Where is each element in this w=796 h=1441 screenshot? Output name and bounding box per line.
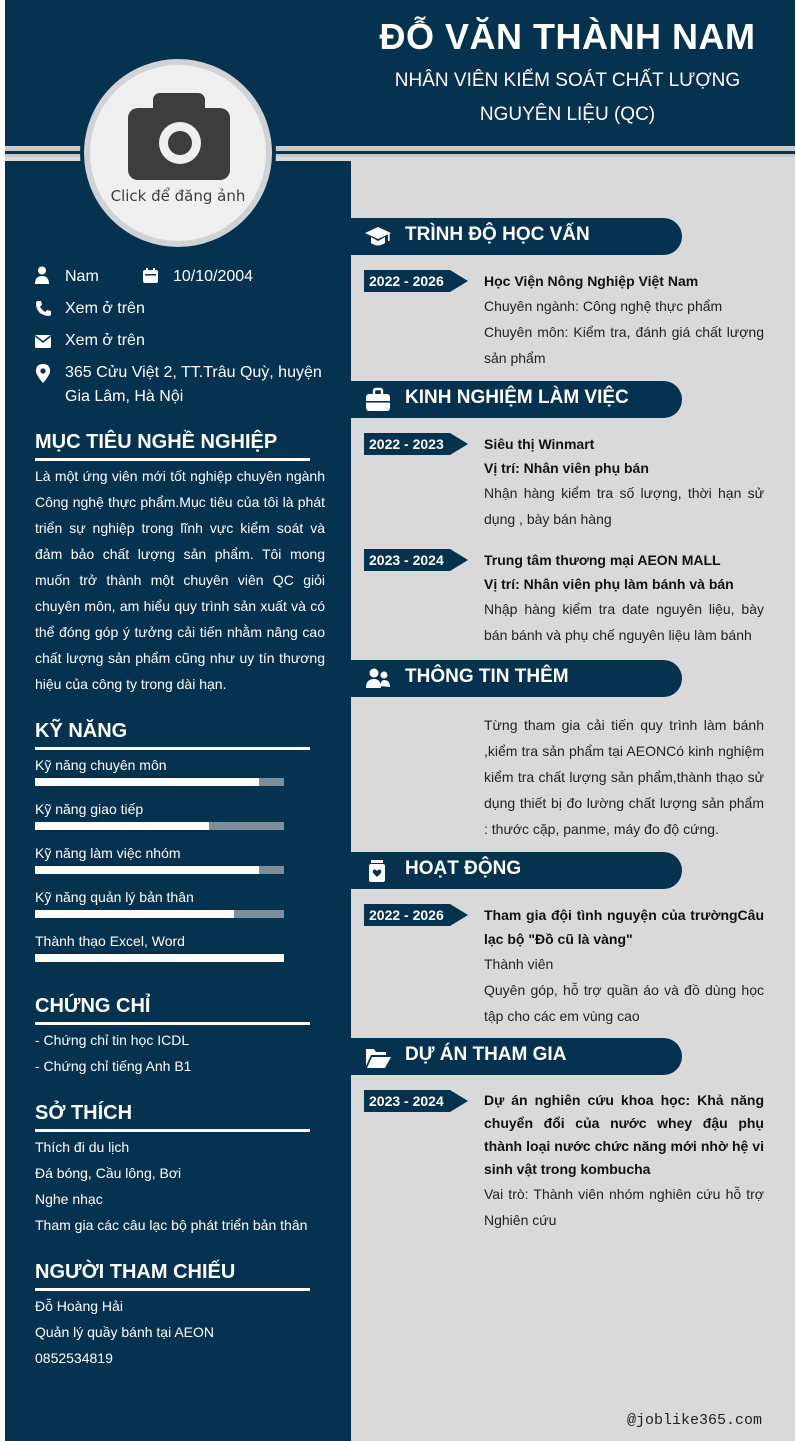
reference-item: Đỗ Hoàng Hải	[35, 1298, 123, 1314]
education-detail: Chuyên môn: Kiểm tra, đánh giá chất lượng sản phẩm	[484, 324, 764, 366]
position: Vị trí: Nhân viên phụ làm bánh và bán	[484, 576, 734, 592]
user-icon	[35, 266, 49, 284]
education-heading: TRÌNH ĐỘ HỌC VẤN	[405, 224, 590, 245]
folder-open-icon	[365, 1044, 391, 1070]
calendar-icon	[143, 268, 158, 283]
education-section-header	[351, 218, 682, 255]
date-badge-text: 2023 - 2024	[369, 1093, 444, 1109]
skill-bar-fill	[35, 778, 259, 786]
users-icon	[365, 666, 391, 692]
date-badge	[364, 1090, 468, 1112]
skill-bar-fill	[35, 822, 209, 830]
activity-entry	[484, 903, 764, 1029]
job-description: Nhập hàng kiểm tra date nguyên liệu, bày bán bánh và phụ chế nguyên liệu làm bánh	[484, 601, 764, 643]
address-line: 365 Cửu Việt 2, TT.Trâu Quỳ, huyện	[65, 364, 322, 381]
briefcase-icon	[365, 387, 391, 413]
date-badge-text: 2022 - 2026	[369, 907, 444, 923]
photo-upload-hint[interactable]: Click để đăng ảnh	[110, 187, 246, 205]
activity-title: Tham gia đội tình nguyện của trườngCâu lạc bộ "Đồ cũ là vàng"	[484, 907, 764, 947]
project-title: Dự án nghiên cứu khoa học: Khả năng chuyển đổi của nước whey đậu phụ thành loại nước chức năng mới nhờ hệ vi sinh vật trong kombucha	[484, 1092, 764, 1177]
objective-text: Là một ứng viên mới tốt nghiệp chuyên ngành Công nghệ thực phẩm.Mục tiêu của tôi là phát triển sự nghiệp trong lĩnh vực kiểm soát và đảm bảo chất lượng sản phẩm. Tôi mong muốn trở thành một chuyên viên QC giỏi chuyên môn, am hiểu quy trình sản xuất và có thể đóng góp ý tưởng cải tiến nhằm nâng cao chất lượng sản phẩm cũng như uy tín thương hiệu của công ty trong dài hạn.	[35, 468, 325, 692]
cv-page	[5, 0, 795, 1441]
experience-heading: KINH NGHIỆM LÀM VIỆC	[405, 387, 629, 408]
hobbies-heading: SỞ THÍCH	[35, 1102, 310, 1132]
phone-value: Xem ở trên	[65, 300, 145, 317]
address-line: Gia Lâm, Hà Nội	[65, 388, 184, 405]
activities-section-header	[351, 852, 682, 889]
additional-heading: THÔNG TIN THÊM	[405, 666, 569, 687]
skill-label: Kỹ năng chuyên môn	[35, 757, 167, 773]
skill-bar-fill	[35, 866, 259, 874]
education-major: Chuyên ngành: Công nghệ thực phẩm	[484, 298, 723, 314]
job-title	[380, 64, 755, 132]
reference-item: 0852534819	[35, 1350, 113, 1366]
certificate-item: - Chứng chỉ tin học ICDL	[35, 1032, 190, 1048]
references-list	[35, 1293, 335, 1371]
skill-bar	[35, 954, 284, 962]
graduation-cap-icon	[365, 224, 391, 250]
charity-jar-icon	[365, 858, 391, 884]
additional-section-header	[351, 660, 682, 697]
date-badge	[364, 904, 468, 926]
experience-entry	[484, 432, 764, 532]
projects-section-header	[351, 1038, 682, 1075]
job-title-line: NGUYÊN LIỆU (QC)	[479, 104, 656, 125]
hobby-item: Nghe nhạc	[35, 1191, 103, 1207]
hobby-item: Đá bóng, Cầu lông, Bơi	[35, 1165, 182, 1181]
skill-bar-fill	[35, 910, 234, 918]
hobby-item: Tham gia các câu lạc bộ phát triển bản thân	[35, 1217, 308, 1233]
activity-role: Thành viên	[484, 956, 554, 972]
skill-label: Kỹ năng làm việc nhóm	[35, 845, 181, 861]
projects-heading: DỰ ÁN THAM GIA	[405, 1044, 567, 1065]
address-value	[65, 361, 335, 409]
objective-heading: MỤC TIÊU NGHỀ NGHIỆP	[35, 431, 310, 461]
skill-label: Kỹ năng quản lý bản thân	[35, 889, 194, 905]
skill-bar	[35, 866, 284, 874]
date-badge	[364, 433, 468, 455]
experience-entry	[484, 548, 764, 648]
skill-bar-fill	[35, 954, 284, 962]
footer-watermark: @joblike365.com	[627, 1412, 763, 1429]
activities-heading: HOẠT ĐỘNG	[405, 858, 522, 879]
experience-section-header	[351, 381, 682, 418]
gender-value: Nam	[65, 268, 99, 285]
additional-text: Từng tham gia cải tiến quy trình làm bánh ,kiểm tra sản phẩm tại AEONCó kinh nghiệm kiểm tra chất lượng sản phẩm,thành thạo sử dụng thiết bị đo lường chất lượng sản phẩm : thước cặp, panme, máy đo độ cứng.	[484, 717, 764, 837]
email-value: Xem ở trên	[65, 332, 145, 349]
position: Vị trí: Nhân viên phụ bán	[484, 460, 649, 476]
camera-icon	[168, 131, 192, 155]
birthdate-value: 10/10/2004	[173, 268, 254, 285]
date-badge	[364, 270, 468, 292]
references-heading: NGƯỜI THAM CHIẾU	[35, 1261, 310, 1291]
skill-bar	[35, 822, 284, 830]
certificate-item: - Chứng chỉ tiếng Anh B1	[35, 1058, 192, 1074]
hobbies-list	[35, 1134, 335, 1238]
date-badge	[364, 549, 468, 571]
date-badge-text: 2022 - 2026	[369, 273, 444, 289]
skill-label: Thành thạo Excel, Word	[35, 933, 185, 949]
certificates-heading: CHỨNG CHỈ	[35, 995, 310, 1025]
job-title-line: NHÂN VIÊN KIỂM SOÁT CHẤT LƯỢNG	[394, 70, 741, 91]
project-role: Vai trò: Thành viên nhóm nghiên cứu hỗ trợ Nghiên cứu	[484, 1186, 764, 1228]
hobby-item: Thích đi du lịch	[35, 1139, 130, 1155]
email-icon	[35, 335, 51, 348]
activity-description: Quyên góp, hỗ trợ quần áo và đồ dùng học tập cho các em vùng cao	[484, 982, 764, 1024]
company-name: Siêu thị Winmart	[484, 436, 595, 452]
skill-bar	[35, 778, 284, 786]
date-badge-text: 2022 - 2023	[369, 436, 444, 452]
date-badge-text: 2023 - 2024	[369, 552, 444, 568]
school-name: Học Viện Nông Nghiệp Việt Nam	[484, 273, 699, 289]
skill-label: Kỹ năng giao tiếp	[35, 801, 144, 817]
certificates-list	[35, 1027, 335, 1079]
job-description: Nhận hàng kiểm tra số lượng, thời hạn sử dụng , bày bán hàng	[484, 485, 764, 527]
skills-heading: KỸ NĂNG	[35, 720, 310, 750]
education-entry	[484, 269, 764, 371]
candidate-name: ĐỖ VĂN THÀNH NAM	[379, 16, 756, 57]
skill-bar	[35, 910, 284, 918]
location-pin-icon	[36, 364, 50, 383]
reference-item: Quản lý quầy bánh tại AEON	[35, 1324, 214, 1340]
company-name: Trung tâm thương mại AEON MALL	[484, 552, 721, 568]
project-entry	[484, 1089, 764, 1233]
phone-icon	[35, 300, 52, 317]
